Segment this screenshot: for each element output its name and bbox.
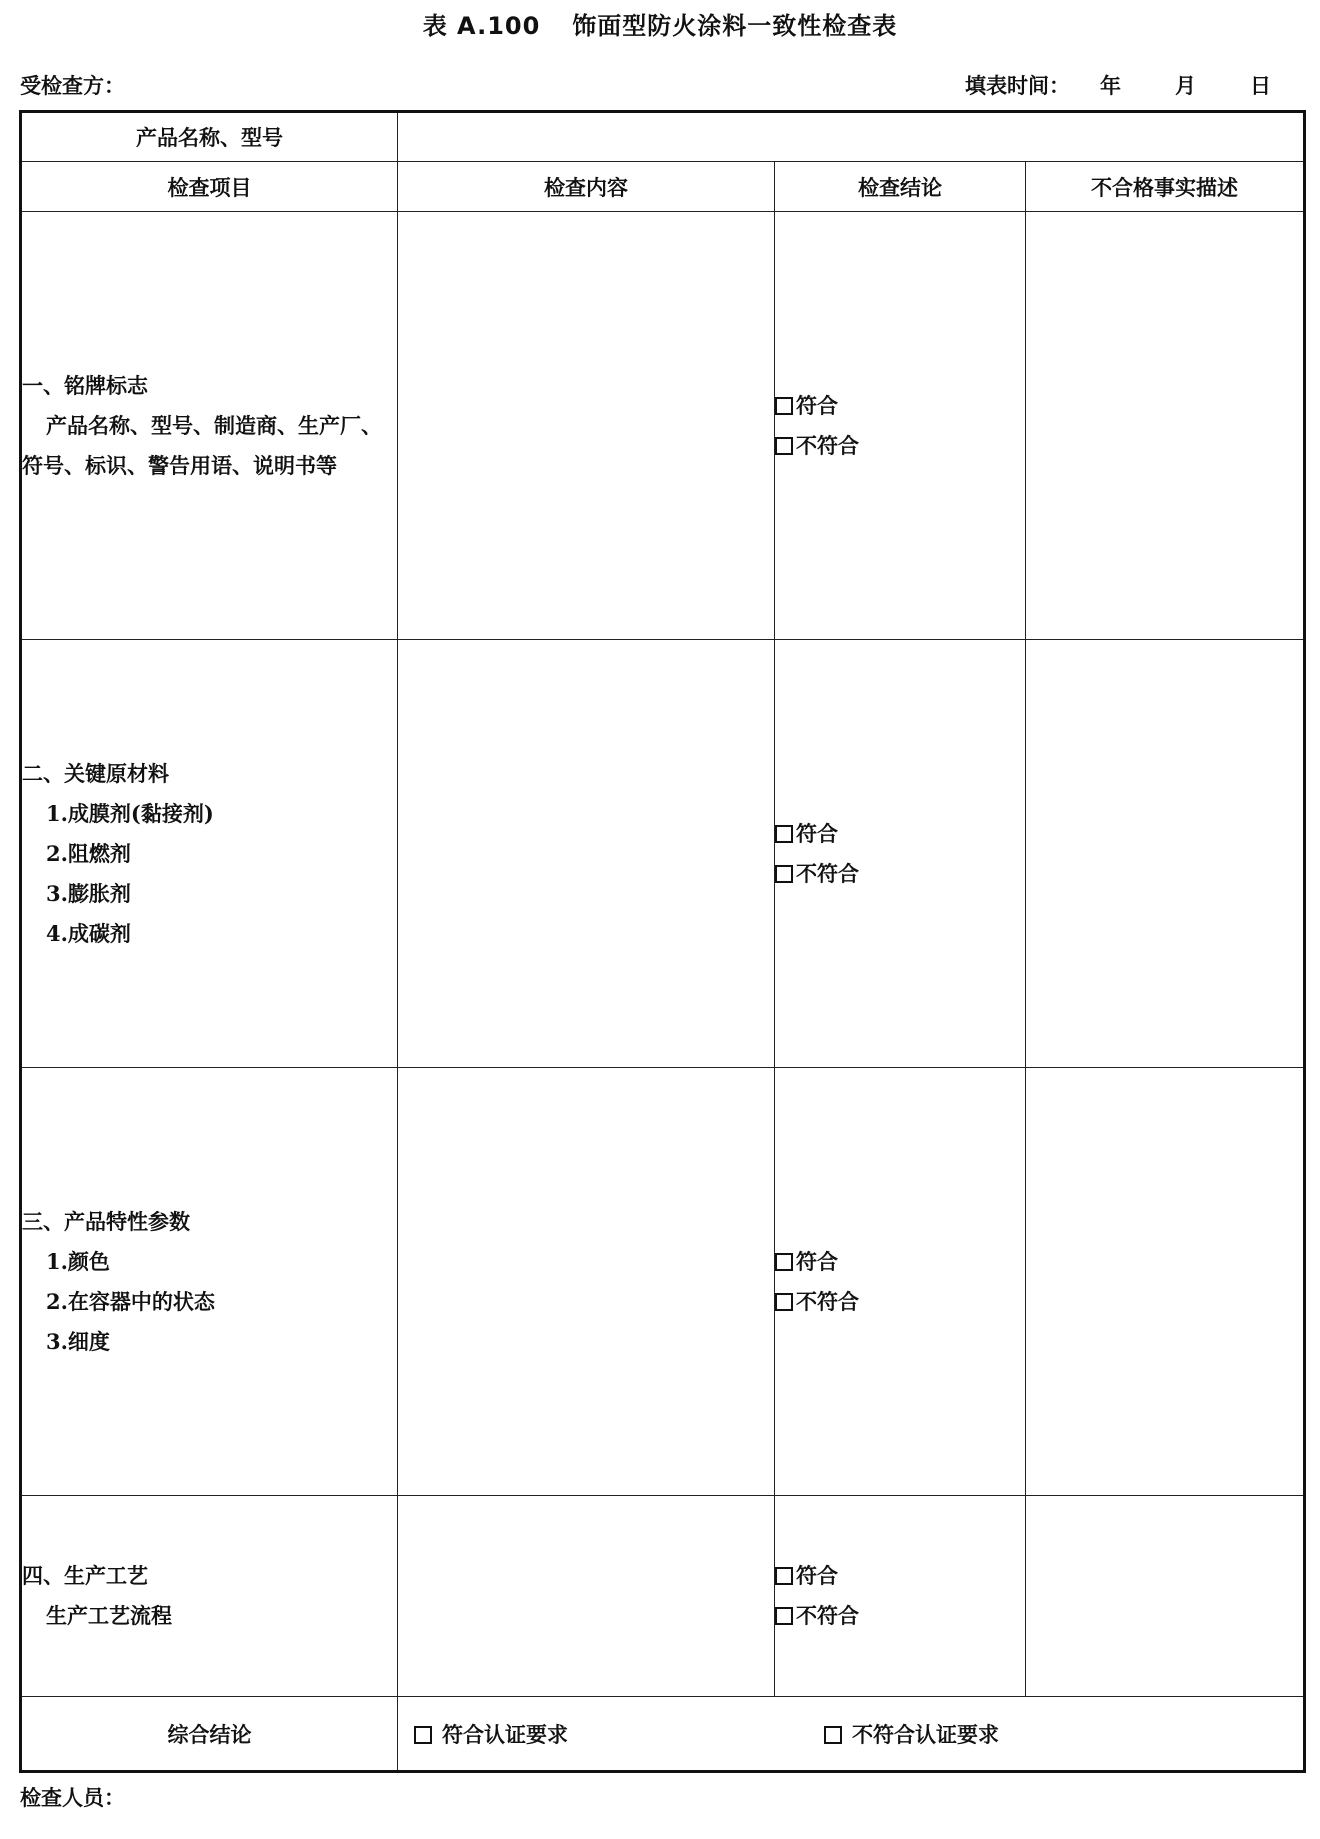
item-heading: 一、铭牌标志 <box>22 372 148 398</box>
item-sub: 2.阻燃剂 <box>46 840 131 866</box>
table-row <box>21 640 1305 1068</box>
nonconformity-cell[interactable] <box>1026 1496 1305 1697</box>
item-sub: 1.颜色 <box>46 1248 110 1274</box>
nonconformity-cell[interactable] <box>1026 1068 1305 1496</box>
checkbox-icon[interactable] <box>775 825 793 843</box>
pass-option[interactable] <box>775 1556 1025 1596</box>
fill-time-label: 填表时间： <box>965 73 1070 98</box>
item-body: 产品名称、型号、制造商、生产厂、符号、标识、警告用语、说明书等 <box>22 412 382 478</box>
pass-label: 符合 <box>796 1563 838 1588</box>
pass-label: 符合 <box>796 1248 838 1274</box>
item-cell <box>21 640 398 1068</box>
item-sub: 1.成膜剂(黏接剂) <box>46 800 214 826</box>
table-code: 表 A.100 <box>422 12 541 40</box>
summary-pass-label: 符合认证要求 <box>442 1721 568 1747</box>
pass-option[interactable] <box>775 1242 1025 1282</box>
summary-fail-label: 不符合认证要求 <box>852 1721 999 1747</box>
item-heading: 三、产品特性参数 <box>22 1208 190 1234</box>
checkbox-icon[interactable] <box>775 1567 793 1585</box>
item-cell <box>21 1496 398 1697</box>
checkbox-icon[interactable] <box>824 1726 842 1744</box>
checkbox-icon[interactable] <box>775 1253 793 1271</box>
fail-label: 不符合 <box>796 432 859 458</box>
header-row <box>21 162 1305 212</box>
fail-option[interactable] <box>775 1282 1025 1322</box>
item-body: 生产工艺流程 <box>46 1603 172 1628</box>
pass-option[interactable] <box>775 386 1025 426</box>
table-row <box>21 212 1305 640</box>
checkbox-icon[interactable] <box>775 1293 793 1311</box>
col-header-content: 检查内容 <box>398 162 775 212</box>
item-sub: 2.在容器中的状态 <box>46 1288 215 1314</box>
item-sub: 3.细度 <box>46 1328 110 1354</box>
item-sub: 3.膨胀剂 <box>46 880 131 906</box>
table-row <box>21 1068 1305 1496</box>
col-header-item: 检查项目 <box>21 162 398 212</box>
product-row <box>21 112 1305 162</box>
summary-row <box>21 1697 1305 1772</box>
checkbox-icon[interactable] <box>775 1607 793 1625</box>
content-cell[interactable] <box>398 212 775 640</box>
checkbox-icon[interactable] <box>775 397 793 415</box>
result-cell <box>775 1068 1026 1496</box>
col-header-nonconformity: 不合格事实描述 <box>1026 162 1305 212</box>
inspection-table <box>19 110 1306 1773</box>
fail-option[interactable] <box>775 854 1025 894</box>
year-label: 年 <box>1100 73 1121 98</box>
fail-label: 不符合 <box>796 1288 859 1314</box>
item-heading: 四、生产工艺 <box>22 1563 148 1588</box>
pass-label: 符合 <box>796 820 838 846</box>
fail-label: 不符合 <box>796 860 859 886</box>
summary-label: 综合结论 <box>21 1697 398 1772</box>
summary-options-cell <box>398 1697 1305 1772</box>
result-cell <box>775 212 1026 640</box>
checkbox-icon[interactable] <box>775 437 793 455</box>
nonconformity-cell[interactable] <box>1026 640 1305 1068</box>
inspected-party-label: 受检查方： <box>20 73 125 98</box>
table-title: 饰面型防火涂料一致性检查表 <box>572 12 898 40</box>
inspector-label: 检查人员： <box>20 1785 125 1810</box>
pass-option[interactable] <box>775 814 1025 854</box>
product-value-cell[interactable] <box>398 112 1305 162</box>
checkbox-icon[interactable] <box>414 1726 432 1744</box>
content-cell[interactable] <box>398 1496 775 1697</box>
fail-option[interactable] <box>775 1596 1025 1636</box>
item-cell <box>21 1068 398 1496</box>
fail-option[interactable] <box>775 426 1025 466</box>
item-heading: 二、关键原材料 <box>22 760 169 786</box>
pass-label: 符合 <box>796 392 838 418</box>
result-cell <box>775 640 1026 1068</box>
content-cell[interactable] <box>398 640 775 1068</box>
month-label: 月 <box>1175 73 1196 98</box>
content-cell[interactable] <box>398 1068 775 1496</box>
day-label: 日 <box>1250 73 1271 98</box>
summary-pass-option[interactable] <box>414 1719 568 1749</box>
summary-fail-option[interactable] <box>824 1719 999 1749</box>
table-row <box>21 1496 1305 1697</box>
form-title <box>0 6 1320 41</box>
product-label: 产品名称、型号 <box>21 112 398 162</box>
checkbox-icon[interactable] <box>775 865 793 883</box>
fail-label: 不符合 <box>796 1603 859 1628</box>
item-cell <box>21 212 398 640</box>
col-header-result: 检查结论 <box>775 162 1026 212</box>
result-cell <box>775 1496 1026 1697</box>
nonconformity-cell[interactable] <box>1026 212 1305 640</box>
item-sub: 4.成碳剂 <box>46 920 131 946</box>
